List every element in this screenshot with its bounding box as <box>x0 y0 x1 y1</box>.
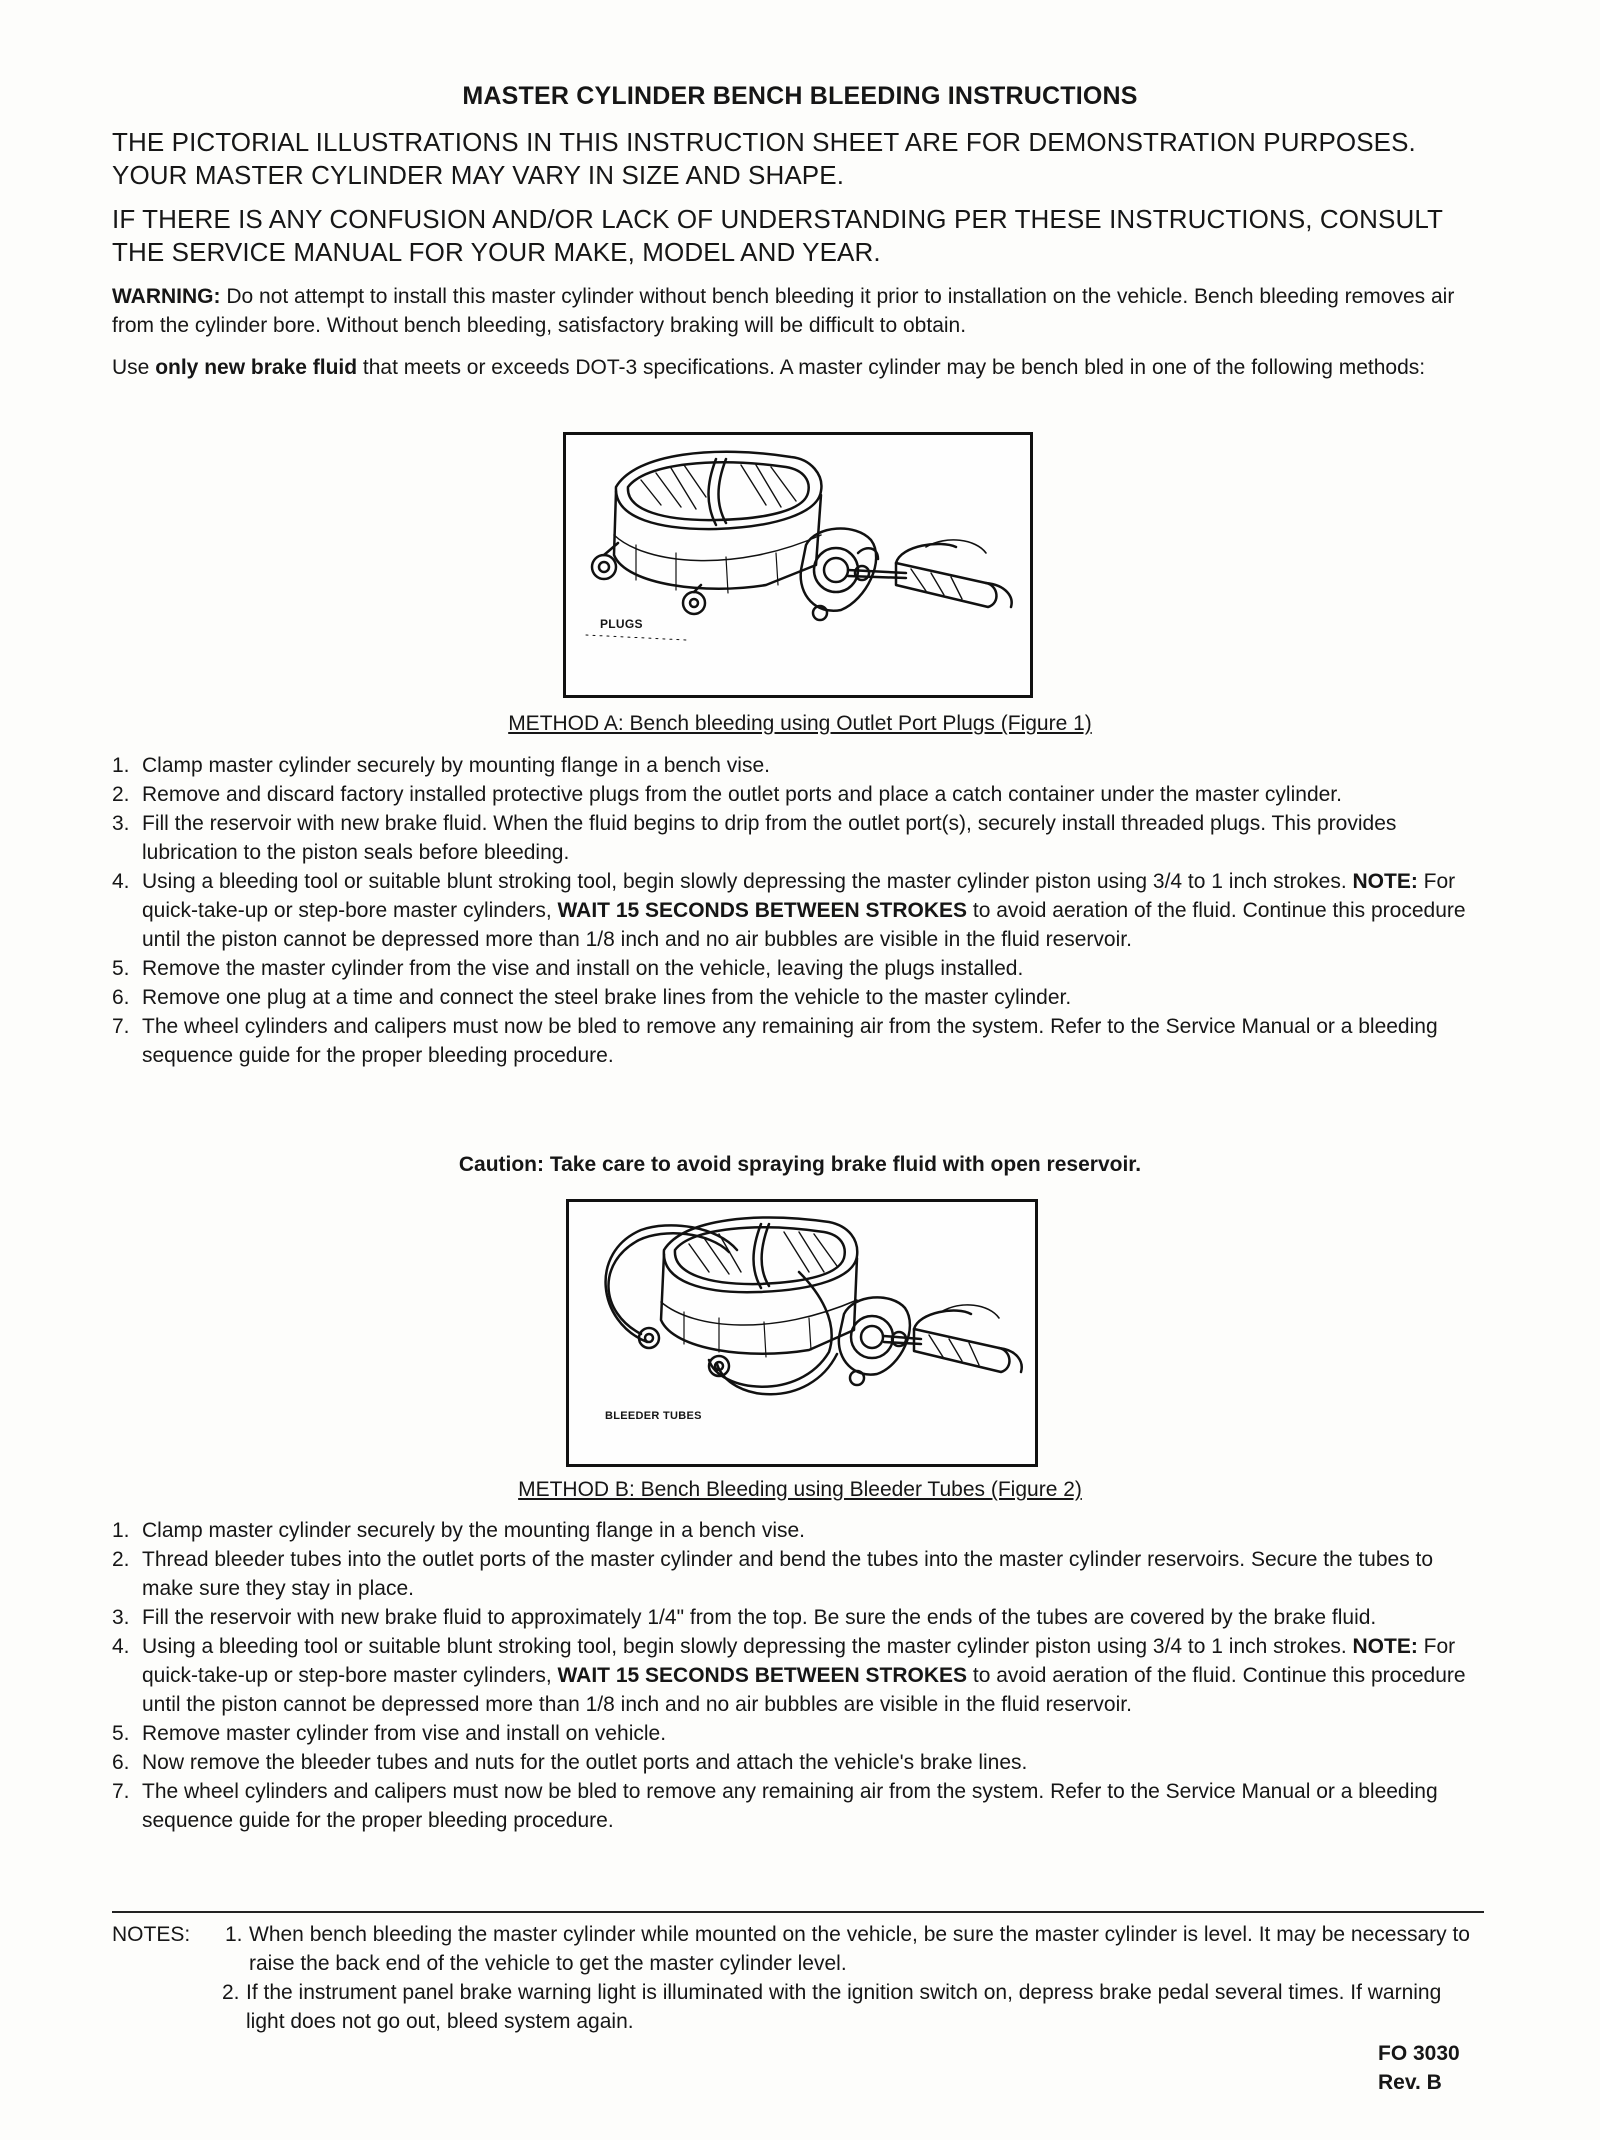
method-b-step <box>112 1516 1482 1545</box>
step-text: Remove one plug at a time and connect the steel brake lines from the vehicle to the master cylinder. <box>142 986 1072 1009</box>
step-text: For quick-take-up or step-bore master cylinders, <box>142 1635 1456 1687</box>
method-b-steps <box>112 1516 1482 1835</box>
step-text: Thread bleeder tubes into the outlet ports of the master cylinder and bend the tubes into the master cylinder reservoirs. Secure the tubes to make sure they stay in place. <box>142 1548 1434 1600</box>
intro-service-manual-notice: IF THERE IS ANY CONFUSION AND/OR LACK OF UNDERSTANDING PER THESE INSTRUCTIONS, CONSULT THE SERVICE MANUAL FOR YOUR MAKE, MODEL AND YEAR. <box>112 204 1443 267</box>
step-text: Remove and discard factory installed protective plugs from the outlet ports and place a catch container under the master cylinder. <box>142 783 1342 806</box>
step-text: Fill the reservoir with new brake fluid. When the fluid begins to drip from the outlet port(s), securely install threaded plugs. This provides lubrication to the piston seals before bleeding. <box>142 812 1397 864</box>
step-text: Clamp master cylinder securely by the mounting flange in a bench vise. <box>142 1519 805 1542</box>
page-title: MASTER CYLINDER BENCH BLEEDING INSTRUCTIONS <box>462 82 1138 110</box>
step-text: The wheel cylinders and calipers must now be bled to remove any remaining air from the system. Refer to the Service Manual or a bleeding sequence guide for the proper bleeding procedure. <box>142 1015 1438 1067</box>
step-number: 2. <box>112 1548 130 1571</box>
step-number: 5. <box>112 957 130 980</box>
method-b-step <box>112 1719 1482 1748</box>
note-number: 1. <box>225 1923 243 1946</box>
figure-2-label: BLEEDER TUBES <box>605 1410 702 1422</box>
step-number: 6. <box>112 1751 130 1774</box>
method-a-step <box>112 1012 1482 1070</box>
method-a-step <box>112 867 1482 954</box>
intro-demonstration-notice: THE PICTORIAL ILLUSTRATIONS IN THIS INSTRUCTION SHEET ARE FOR DEMONSTRATION PURPOSES. YOUR MASTER CYLINDER MAY VARY IN SIZE AND SHAPE. <box>112 127 1416 190</box>
warning-text: Do not attempt to install this master cylinder without bench bleeding it prior to installation on the vehicle. Bench bleeding removes air from the cylinder bore. Without bench bleeding, satisfactory braking will be difficult to obtain. <box>112 285 1455 337</box>
step-number: 5. <box>112 1722 130 1745</box>
note-text: When bench bleeding the master cylinder while mounted on the vehicle, be sure the master cylinder is level. It may be necessary to raise the back end of the vehicle to get the master cylinder level. <box>249 1923 1470 1975</box>
step-number: 2. <box>112 783 130 806</box>
step-text: to avoid aeration of the fluid. Continue this procedure until the piston cannot be depressed more than 1/8 inch and no air bubbles are visible in the fluid reservoir. <box>142 1664 1466 1716</box>
document-id-block <box>1378 2039 1460 2097</box>
fluid-text-bold: only new brake fluid <box>155 356 358 379</box>
document-revision: Rev. B <box>1378 2071 1442 2094</box>
fluid-text-post: that meets or exceeds DOT-3 specifications. A master cylinder may be bench bled in one of the following methods: <box>357 356 1426 379</box>
step-note-label: NOTE: <box>1352 870 1418 893</box>
method-a-step <box>112 983 1482 1012</box>
step-text: to avoid aeration of the fluid. Continue this procedure until the piston cannot be depressed more than 1/8 inch and no air bubbles are visible in the fluid reservoir. <box>142 899 1466 951</box>
step-text: Using a bleeding tool or suitable blunt stroking tool, begin slowly depressing the master cylinder piston using 3/4 to 1 inch strokes. <box>142 1635 1353 1658</box>
notes-label: NOTES: <box>112 1923 191 1946</box>
step-text: The wheel cylinders and calipers must now be bled to remove any remaining air from the system. Refer to the Service Manual or a bleeding sequence guide for the proper bleeding procedure. <box>142 1780 1438 1832</box>
warning-paragraph <box>112 282 1472 340</box>
method-a-step <box>112 954 1482 983</box>
master-cylinder-bleeder-tubes-illustration <box>569 1202 1035 1464</box>
step-text: Remove master cylinder from vise and install on vehicle. <box>142 1722 667 1745</box>
method-b-heading: METHOD B: Bench Bleeding using Bleeder Tubes (Figure 2) <box>518 1478 1082 1501</box>
warning-label: WARNING: <box>112 285 221 308</box>
method-b-step <box>112 1777 1482 1835</box>
method-a-heading: METHOD A: Bench bleeding using Outlet Port Plugs (Figure 1) <box>508 712 1092 735</box>
method-a-step <box>112 780 1482 809</box>
master-cylinder-plugs-illustration <box>566 435 1030 695</box>
document-number: FO 3030 <box>1378 2042 1460 2065</box>
note-item <box>222 1978 1475 2036</box>
step-text: Fill the reservoir with new brake fluid to approximately 1/4" from the top. Be sure the ends of the tubes are covered by the brake fluid. <box>142 1606 1377 1629</box>
step-number: 7. <box>112 1015 130 1038</box>
step-text: Remove the master cylinder from the vise and install on the vehicle, leaving the plugs installed. <box>142 957 1024 980</box>
caution-note: Caution: Take care to avoid spraying brake fluid with open reservoir. <box>458 1153 1142 1176</box>
step-number: 3. <box>112 1606 130 1629</box>
step-wait-emphasis: WAIT 15 SECONDS BETWEEN STROKES <box>557 1664 968 1687</box>
method-b-step <box>112 1545 1482 1603</box>
step-text: Now remove the bleeder tubes and nuts for the outlet ports and attach the vehicle's brake lines. <box>142 1751 1028 1774</box>
step-number: 7. <box>112 1780 130 1803</box>
step-note-label: NOTE: <box>1352 1635 1418 1658</box>
figure-1-label: PLUGS <box>600 617 643 631</box>
step-number: 1. <box>112 754 130 777</box>
method-b-step <box>112 1748 1482 1777</box>
figure-2-bleeder-tubes <box>566 1199 1038 1467</box>
step-text: Clamp master cylinder securely by mounting flange in a bench vise. <box>142 754 770 777</box>
fluid-paragraph <box>112 353 1472 382</box>
method-b-step <box>112 1632 1482 1719</box>
step-text: Using a bleeding tool or suitable blunt stroking tool, begin slowly depressing the master cylinder piston using 3/4 to 1 inch strokes. <box>142 870 1353 893</box>
step-number: 4. <box>112 1635 130 1658</box>
step-number: 1. <box>112 1519 130 1542</box>
figure-1-outlet-port-plugs <box>563 432 1033 698</box>
method-a-step <box>112 809 1482 867</box>
step-wait-emphasis: WAIT 15 SECONDS BETWEEN STROKES <box>557 899 968 922</box>
method-a-steps <box>112 751 1482 1070</box>
note-text: If the instrument panel brake warning light is illuminated with the ignition switch on, depress brake pedal several times. If warning light does not go out, bleed system again. <box>246 1981 1442 2033</box>
step-number: 3. <box>112 812 130 835</box>
step-text: For quick-take-up or step-bore master cylinders, <box>142 870 1456 922</box>
note-item <box>225 1920 1475 1978</box>
method-b-step <box>112 1603 1482 1632</box>
notes-divider <box>112 1911 1484 1913</box>
notes-list <box>222 1920 1475 2036</box>
step-number: 6. <box>112 986 130 1009</box>
method-a-step <box>112 751 1482 780</box>
fluid-text-pre: Use <box>112 356 156 379</box>
step-number: 4. <box>112 870 130 893</box>
note-number: 2. <box>222 1981 240 2004</box>
